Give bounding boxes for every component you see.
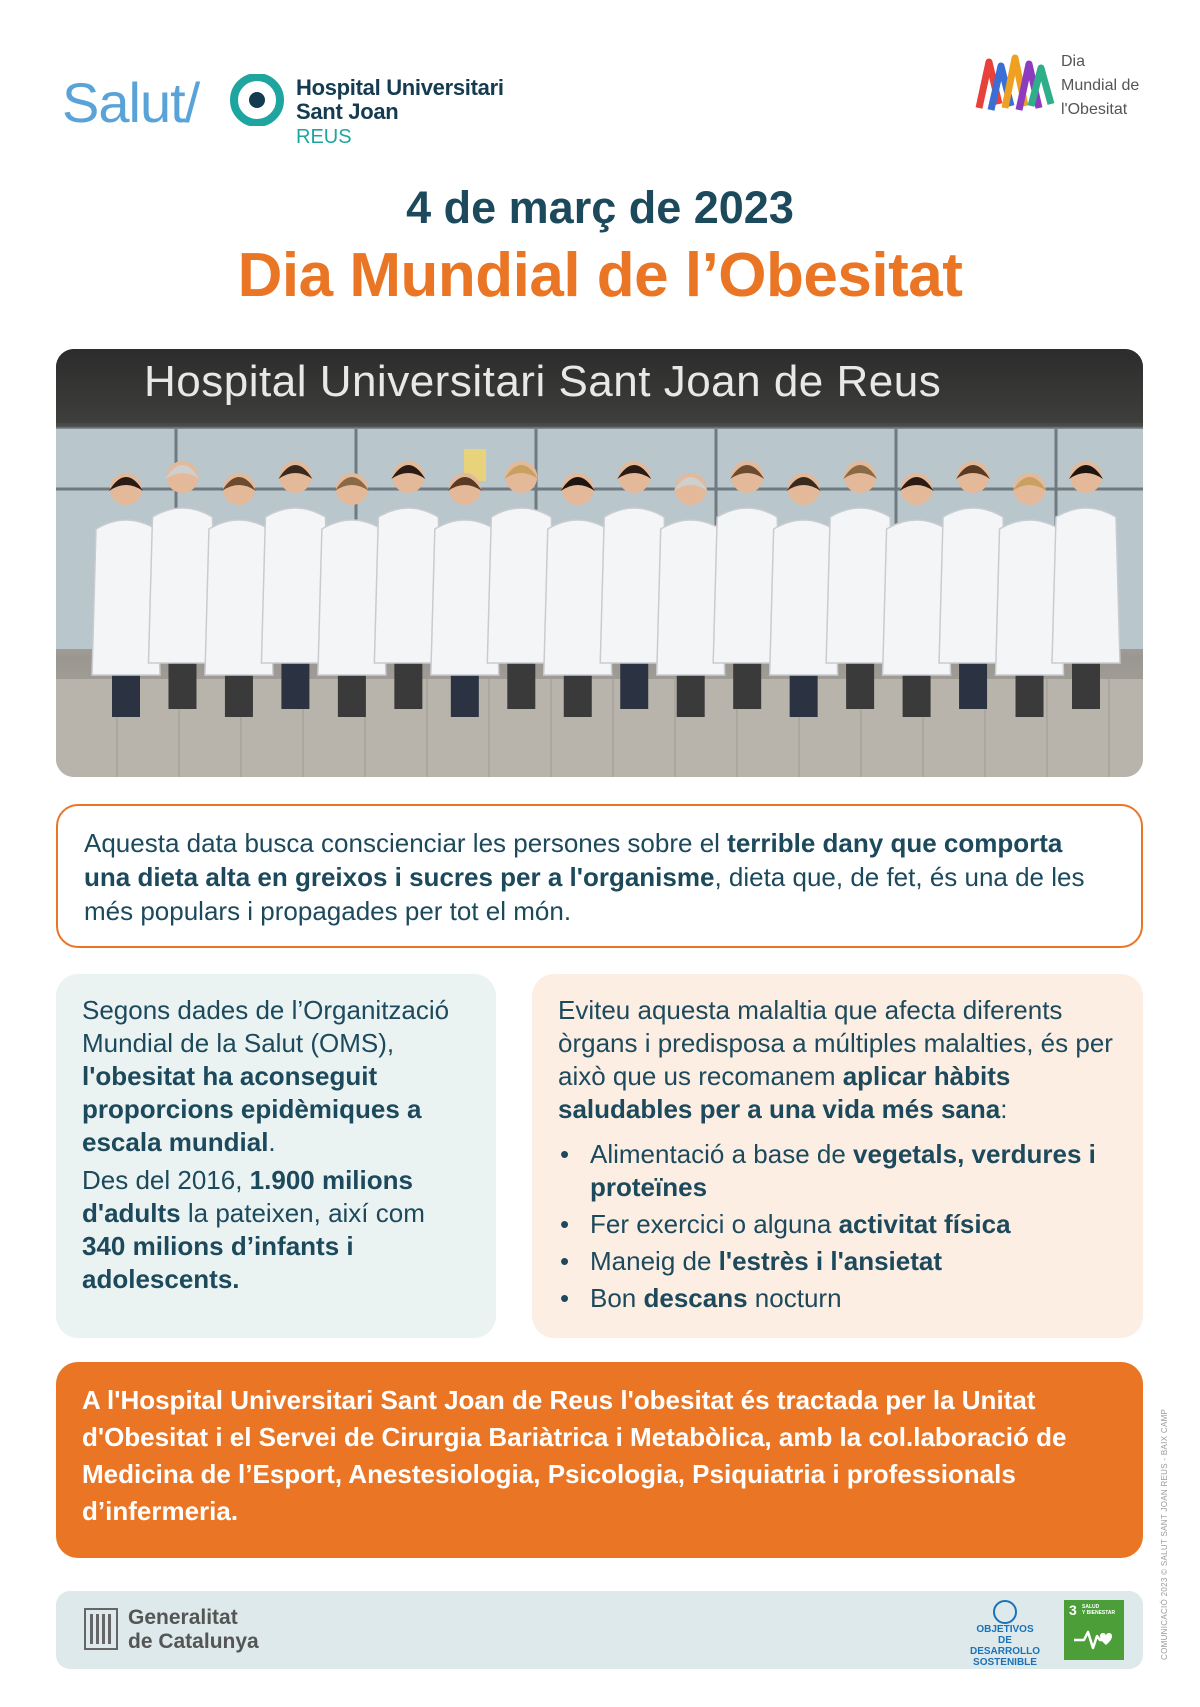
sdg3-number: 3 (1069, 1602, 1077, 1618)
sdg3-label-line2: Y BIENESTAR (1082, 1610, 1116, 1616)
list-item (558, 1245, 1117, 1278)
team-photo (56, 349, 1143, 777)
who-stats-text-2: . (268, 1127, 276, 1157)
list-item (558, 1138, 1117, 1204)
hospital-facade-sign-text: Hospital Universitari Sant Joan de Reus (144, 357, 942, 406)
sdg-line3: SOSTENIBLE (973, 1657, 1037, 1668)
list-item-text: Maneig de (590, 1246, 719, 1276)
list-item-bold: vegetals, verdures i proteïnes (590, 1139, 1096, 1202)
un-globe-icon (993, 1600, 1017, 1624)
who-stats-paragraph-2 (82, 1164, 470, 1296)
who-stats-text-3: Des del 2016, (82, 1165, 250, 1195)
sdg3-label (1082, 1604, 1115, 1616)
sdg3-health-icon (1064, 1600, 1124, 1660)
list-item-text-end: nocturn (747, 1283, 842, 1313)
healthy-habits-box (532, 974, 1143, 1338)
salut-logo (62, 70, 199, 135)
who-stats-box (56, 974, 496, 1338)
list-item (558, 1282, 1117, 1315)
who-stats-bold-3: 340 milions d’infants i adolescents. (82, 1231, 354, 1294)
generalitat-line1: Generalitat (128, 1606, 238, 1629)
salut-wordmark: Salut/ (62, 71, 200, 134)
healthy-habits-text-1: Eviteu aquesta malaltia que afecta diferents òrgans i predisposa a múltiples malalties, és per això que us recomanem (558, 995, 1113, 1091)
list-item-bold: descans (643, 1283, 748, 1313)
sdg-logo (962, 1600, 1048, 1668)
who-stats-bold-1: l'obesitat ha aconseguit proporcions epidèmiques a escala mundial (82, 1061, 422, 1157)
world-obesity-day-line2: Mundial de (1061, 77, 1140, 94)
who-stats-bold-2: 1.900 milions d'adults (82, 1165, 413, 1228)
side-credit: COMUNICACIÓ 2023 © SALUT SANT JOAN REUS - BAIX CAMP (1160, 1408, 1169, 1660)
hospital-logo-text (296, 76, 504, 150)
healthy-habits-list (558, 1138, 1117, 1315)
healthy-habits-intro (558, 994, 1117, 1126)
intro-box (56, 804, 1143, 948)
who-stats-text-1: Segons dades de l’Organització Mundial de la Salut (OMS), (82, 995, 450, 1058)
generalitat-line2: de Catalunya (128, 1630, 259, 1653)
sdg-line2: DE DESARROLLO (970, 1635, 1040, 1657)
world-obesity-day-logo-icon (975, 48, 1055, 124)
treatment-banner-text: A l'Hospital Universitari Sant Joan de Reus l'obesitat és tractada per la Unitat d'Obesitat i el Servei de Cirurgia Bariàtrica i Metabòlica, amb la col.laboració de Medicina de l’Esport, Anestesiologia, Psicologia, Psiquiatria i professionals d’infermeria. (82, 1385, 1067, 1526)
generalitat-emblem-icon (84, 1608, 118, 1650)
hospital-name-line1: Hospital Universitari (296, 75, 504, 100)
intro-text-1: Aquesta data busca conscienciar les persones sobre el (84, 828, 728, 858)
intro-text-2: , dieta que, de fet, és una de les més populars i propagades per tot el món. (84, 862, 1085, 926)
healthy-habits-bold-1: aplicar hàbits saludables per a una vida més sana (558, 1061, 1011, 1124)
main-title: Dia Mundial de l’Obesitat (237, 241, 963, 310)
list-item-bold: activitat física (838, 1209, 1011, 1239)
list-item-text: Alimentació a base de (590, 1139, 854, 1169)
date-title: 4 de març de 2023 (406, 182, 794, 233)
world-obesity-day-line1: Dia (1061, 53, 1086, 70)
sdg-line1: OBJETIVOS (976, 1624, 1034, 1635)
intro-bold-1: terrible dany que comporta una dieta alta en greixos i sucres per a l'organisme (84, 828, 1063, 892)
who-stats-paragraph-1 (82, 994, 470, 1159)
treatment-banner (56, 1362, 1143, 1558)
list-item-text: Bon (590, 1283, 644, 1313)
footer (56, 1591, 1143, 1669)
sdg3-label-line1: SALUD (1082, 1604, 1100, 1610)
world-obesity-day-line3: l'Obesitat (1061, 101, 1128, 118)
list-item-bold: l'estrès i l'ansietat (718, 1246, 943, 1276)
generalitat-logo-text (128, 1606, 259, 1654)
hospital-name-line2: Sant Joan (296, 99, 399, 124)
world-obesity-day-logo-text (1061, 50, 1139, 122)
hospital-logo-icon (228, 74, 286, 126)
heartbeat-icon (1072, 1626, 1116, 1652)
healthy-habits-text-2: : (1000, 1094, 1008, 1124)
hospital-city: REUS (296, 126, 352, 148)
list-item-text: Fer exercici o alguna (590, 1209, 839, 1239)
medical-team-illustration (56, 349, 1143, 777)
list-item (558, 1208, 1117, 1241)
who-stats-text-4: la pateixen, així com (180, 1198, 425, 1228)
